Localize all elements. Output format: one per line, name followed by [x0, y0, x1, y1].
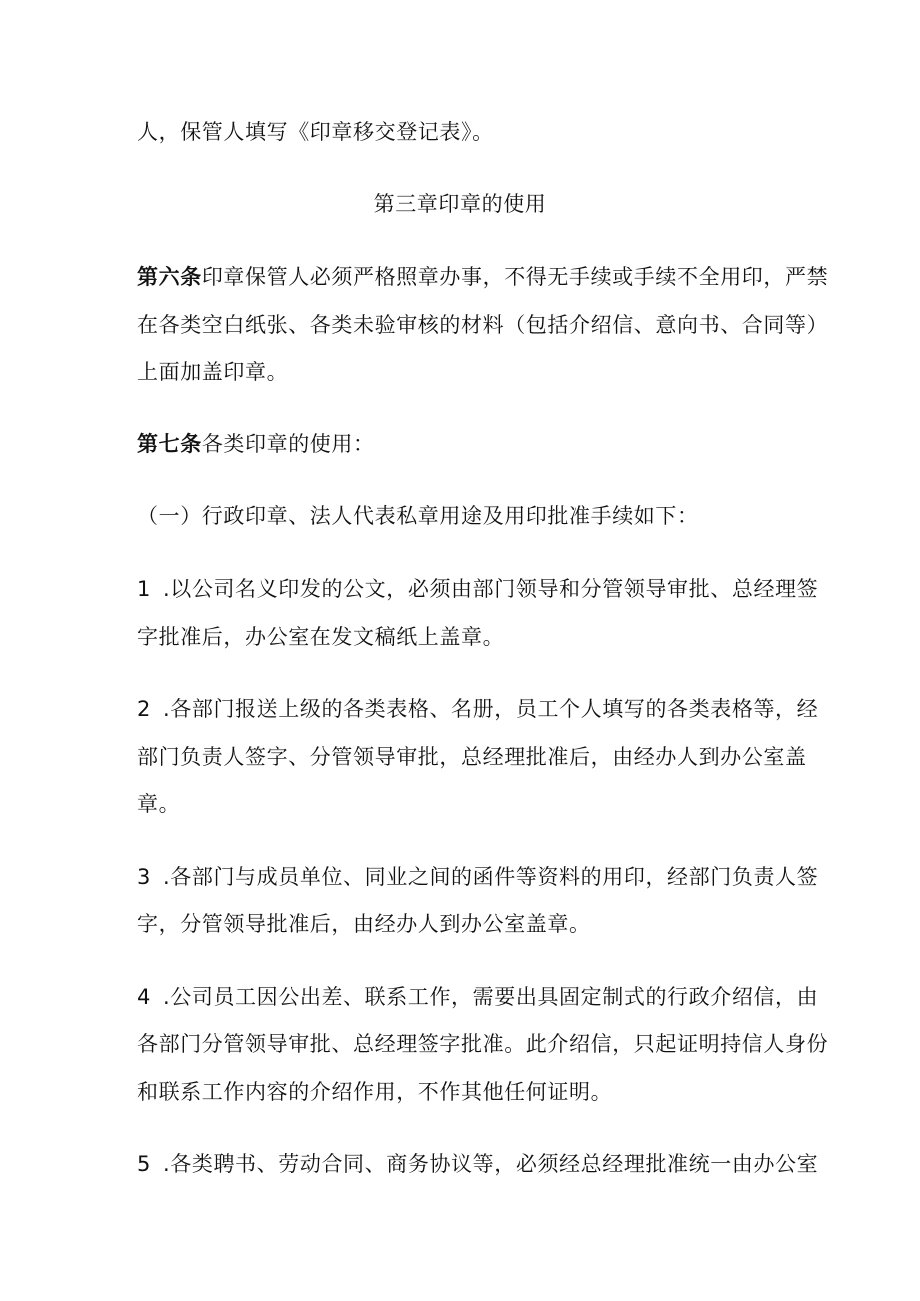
item-4-text: .公司员工因公出差、联系工作，需要出具固定制式的行政介绍信，由	[162, 985, 819, 1009]
item-2-number: 2	[137, 697, 151, 721]
continuation-line: 人，保管人填写《印章移交登记表》。	[137, 120, 494, 144]
item-5-number: 5	[137, 1152, 151, 1176]
item-4-number: 4	[137, 985, 151, 1009]
item-4-line-2: 各部门分管领导审批、总经理签字批准。此介绍信，只起证明持信人身份	[137, 1032, 829, 1056]
item-5-line-1	[137, 1150, 818, 1178]
item-4-line-1	[137, 983, 818, 1011]
item-3-number: 3	[137, 865, 151, 889]
article-6-line-2: 在各类空白纸张、各类未验审核的材料（包括介绍信、意向书、合同等）	[137, 313, 829, 337]
item-1-text: .以公司名义印发的公文，必须由部门领导和分管领导审批、总经理签	[162, 577, 819, 601]
chapter-title: 第三章印章的使用	[373, 192, 547, 216]
item-3-text: .各部门与成员单位、同业之间的函件等资料的用印，经部门负责人签	[162, 865, 819, 889]
article-6-line-3: 上面加盖印章。	[137, 360, 289, 384]
item-2-line-3: 章。	[137, 792, 181, 816]
item-1-number: 1	[137, 577, 151, 601]
item-3-line-1	[137, 863, 818, 891]
article-7-text: 各类印章的使用：	[201, 432, 375, 456]
article-6-line-1	[137, 263, 828, 291]
item-4-line-3: 和联系工作内容的介绍作用，不作其他任何证明。	[137, 1080, 613, 1104]
article-7-label: 第七条	[137, 432, 202, 456]
item-5-text: .各类聘书、劳动合同、商务协议等，必须经总经理批准统一由办公室	[162, 1152, 819, 1176]
item-2-text: .各部门报送上级的各类表格、名册，员工个人填写的各类表格等，经	[162, 697, 819, 721]
item-3-line-2: 字，分管领导批准后，由经办人到办公室盖章。	[137, 912, 591, 936]
item-2-line-2: 部门负责人签字、分管领导审批，总经理批准后，由经办人到办公室盖	[137, 745, 807, 769]
article-6-text: 印章保管人必须严格照章办事，不得无手续或手续不全用印，严禁	[201, 265, 829, 289]
section-1-heading: （一）行政印章、法人代表私章用途及用印批准手续如下：	[137, 504, 699, 528]
item-1-line-2: 字批准后，办公室在发文稿纸上盖章。	[137, 625, 505, 649]
item-1-line-1	[137, 575, 818, 603]
article-7-line	[137, 430, 375, 458]
item-2-line-1	[137, 695, 818, 723]
article-6-label: 第六条	[137, 265, 202, 289]
